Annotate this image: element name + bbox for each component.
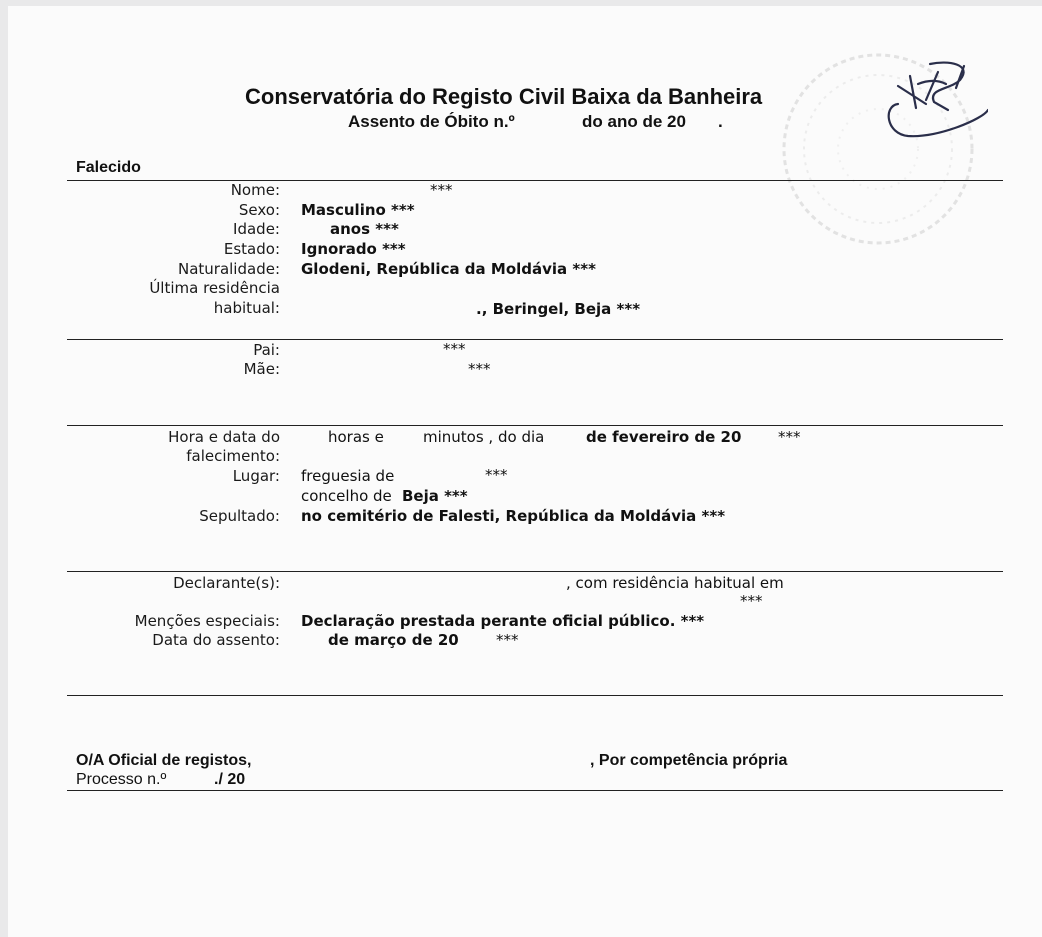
lugar-label: Lugar:: [232, 467, 280, 485]
freguesia-stars: ***: [485, 466, 508, 484]
data-assento-value: de março de 20: [328, 631, 459, 649]
horas-text: horas e: [328, 428, 384, 446]
idade-label: Idade:: [233, 220, 280, 238]
concelho-prefix: concelho de: [301, 487, 392, 505]
divider: [67, 695, 1003, 696]
pai-label: Pai:: [253, 341, 280, 359]
data-falecimento-stars: ***: [778, 428, 801, 446]
idade-value: anos ***: [330, 220, 399, 238]
official-seal-stamp: [778, 44, 988, 254]
mencoes-value: Declaração prestada perante oficial público. ***: [301, 612, 705, 630]
mae-value: ***: [468, 360, 491, 378]
processo-label: Processo n.º: [76, 771, 167, 788]
estado-value: Ignorado ***: [301, 240, 406, 258]
estado-label: Estado:: [223, 240, 280, 258]
sepultado-value: no cemitério de Falesti, República da Moldávia ***: [301, 507, 726, 525]
data-assento-stars: ***: [496, 631, 519, 649]
nome-label: Nome:: [230, 181, 280, 199]
residencia-label-line2: habitual:: [213, 299, 280, 317]
sexo-label: Sexo:: [238, 201, 280, 219]
declarante-stars: ***: [740, 592, 763, 610]
mencoes-label: Menções especiais:: [134, 612, 280, 630]
data-assento-label: Data do assento:: [152, 631, 280, 649]
residencia-label-line1: Última residência: [149, 279, 280, 297]
hora-data-label-line2: falecimento:: [186, 447, 280, 465]
naturalidade-value: Glodeni, República da Moldávia ***: [301, 260, 596, 278]
declarante-label: Declarante(s):: [173, 574, 280, 592]
data-falecimento: de fevereiro de 20: [586, 428, 742, 446]
subtitle-assento: Assento de Óbito n.º: [348, 112, 515, 131]
nome-value: ***: [430, 181, 453, 199]
declarante-residencia: , com residência habitual em: [566, 574, 784, 592]
processo-value: ./ 20: [214, 771, 246, 788]
document-title: Conservatória do Registo Civil Baixa da Banheira: [245, 84, 763, 109]
mae-label: Mãe:: [243, 360, 280, 378]
divider: [67, 571, 1003, 572]
sexo-value: Masculino ***: [301, 201, 415, 219]
naturalidade-label: Naturalidade:: [177, 260, 280, 278]
handwritten-signature: [889, 63, 988, 137]
oficial-registos-label: O/A Oficial de registos,: [76, 752, 252, 769]
minutos-text: minutos , do dia: [423, 428, 545, 446]
concelho-value: Beja ***: [402, 487, 468, 505]
subtitle-dot: .: [718, 112, 723, 131]
residencia-value: ., Beringel, Beja ***: [476, 300, 641, 318]
divider: [67, 425, 1003, 426]
pai-value: ***: [443, 340, 466, 358]
subtitle-ano: do ano de 20: [582, 112, 686, 131]
competencia-text: , Por competência própria: [590, 752, 788, 769]
freguesia-text: freguesia de: [301, 467, 395, 485]
hora-data-label-line1: Hora e data do: [168, 428, 280, 446]
sepultado-label: Sepultado:: [199, 507, 280, 525]
section-falecido: Falecido: [76, 159, 141, 176]
divider: [67, 790, 1003, 791]
